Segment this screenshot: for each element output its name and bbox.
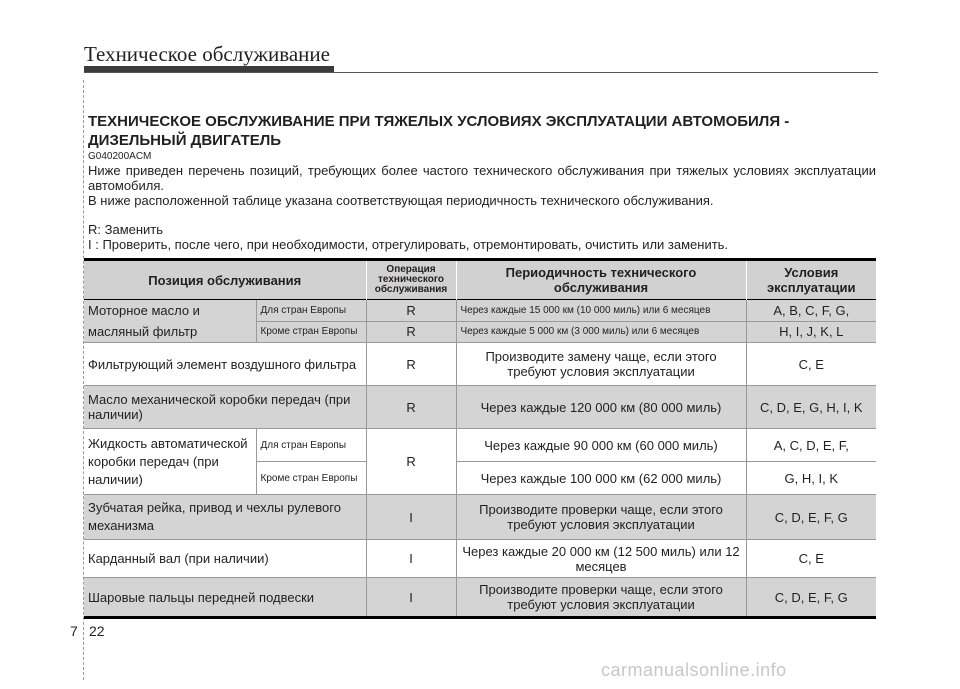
interval-cell: Через каждые 120 000 км (80 000 миль) bbox=[456, 386, 746, 429]
section-title: ТЕХНИЧЕСКОЕ ОБСЛУЖИВАНИЕ ПРИ ТЯЖЕЛЫХ УСЛОВИЯХ ЭКСПЛУАТАЦИИ АВТОМОБИЛЯ - ДИЗЕЛЬНЫЙ ДВИГАТЕЛЬ bbox=[88, 113, 790, 149]
conditions-cell: H, I, J, K, L bbox=[746, 321, 876, 343]
table-row bbox=[84, 429, 876, 462]
item-cell: Карданный вал (при наличии) bbox=[84, 540, 366, 578]
item-cell: Моторное масло и масляный фильтр bbox=[84, 300, 256, 343]
interval-cell: Производите замену чаще, если этого требуют условия эксплуатации bbox=[456, 343, 746, 386]
operation-cell: I bbox=[366, 578, 456, 618]
table-header-row bbox=[84, 260, 876, 300]
operation-cell: R bbox=[366, 300, 456, 322]
table-row bbox=[84, 300, 876, 322]
conditions-cell: G, H, I, K bbox=[746, 462, 876, 495]
conditions-cell: C, D, E, F, G bbox=[746, 578, 876, 618]
header-item: Позиция обслуживания bbox=[84, 260, 366, 300]
table-row bbox=[84, 386, 876, 429]
interval-cell: Производите проверки чаще, если этого требуют условия эксплуатации bbox=[456, 495, 746, 540]
legend-replace: R: Заменить bbox=[88, 222, 164, 237]
watermark: carmanualsonline.info bbox=[601, 660, 787, 680]
conditions-cell: A, B, C, F, G, bbox=[746, 300, 876, 322]
conditions-cell: C, D, E, F, G bbox=[746, 495, 876, 540]
item-cell: Масло механической коробки передач (при наличии) bbox=[84, 386, 366, 429]
item-cell: Шаровые пальцы передней подвески bbox=[84, 578, 366, 618]
conditions-cell: A, C, D, E, F, bbox=[746, 429, 876, 462]
header-operation: Операция технического обслуживания bbox=[366, 260, 456, 300]
interval-cell: Производите проверки чаще, если этого требуют условия эксплуатации bbox=[456, 578, 746, 618]
header-conditions: Условия эксплуатации bbox=[746, 260, 876, 300]
interval-cell: Через каждые 15 000 км (10 000 миль) или 6 месяцев bbox=[456, 300, 746, 322]
legend-inspect: I : Проверить, после чего, при необходимости, отрегулировать, отремонтировать, очистить или заменить. bbox=[88, 237, 729, 252]
header-interval: Периодичность технического обслуживания bbox=[456, 260, 746, 300]
intro-paragraph-1: Ниже приведен перечень позиций, требующих более частого технического обслуживания при тяжелых условиях эксплуатации автомобиля. bbox=[88, 163, 876, 193]
sub-item-cell: Для стран Европы bbox=[256, 429, 366, 462]
main-content bbox=[84, 112, 876, 619]
sub-item-cell: Для стран Европы bbox=[256, 300, 366, 322]
operation-cell: I bbox=[366, 495, 456, 540]
interval-cell: Через каждые 5 000 км (3 000 миль) или 6 месяцев bbox=[456, 321, 746, 343]
item-cell: Зубчатая рейка, привод и чехлы рулевого механизма bbox=[84, 495, 366, 540]
header-rule bbox=[84, 72, 878, 73]
operation-cell: R bbox=[366, 429, 456, 495]
interval-cell: Через каждые 100 000 км (62 000 миль) bbox=[456, 462, 746, 495]
operation-cell: R bbox=[366, 321, 456, 343]
operation-cell: R bbox=[366, 343, 456, 386]
sub-item-cell: Кроме стран Европы bbox=[256, 462, 366, 495]
operation-cell: I bbox=[366, 540, 456, 578]
maintenance-table bbox=[84, 258, 876, 619]
sub-item-cell: Кроме стран Европы bbox=[256, 321, 366, 343]
operation-cell: R bbox=[366, 386, 456, 429]
table-row bbox=[84, 495, 876, 540]
page-number: 22 bbox=[89, 623, 105, 639]
conditions-cell: C, E bbox=[746, 343, 876, 386]
table-row bbox=[84, 343, 876, 386]
interval-cell: Через каждые 20 000 км (12 500 миль) или 12 месяцев bbox=[456, 540, 746, 578]
item-cell: Фильтрующий элемент воздушного фильтра bbox=[84, 343, 366, 386]
interval-cell: Через каждые 90 000 км (60 000 миль) bbox=[456, 429, 746, 462]
chapter-number: 7 bbox=[70, 623, 78, 639]
page-header-title: Техническое обслуживание bbox=[84, 42, 330, 66]
table-row bbox=[84, 578, 876, 618]
conditions-cell: C, D, E, G, H, I, K bbox=[746, 386, 876, 429]
section-code: G040200ACM bbox=[88, 151, 152, 162]
table-row bbox=[84, 540, 876, 578]
conditions-cell: C, E bbox=[746, 540, 876, 578]
item-cell: Жидкость автоматической коробки передач (при наличии) bbox=[84, 429, 256, 495]
intro-paragraph-2: В ниже расположенной таблице указана соответствующая периодичность технического обслуживания. bbox=[88, 193, 714, 208]
